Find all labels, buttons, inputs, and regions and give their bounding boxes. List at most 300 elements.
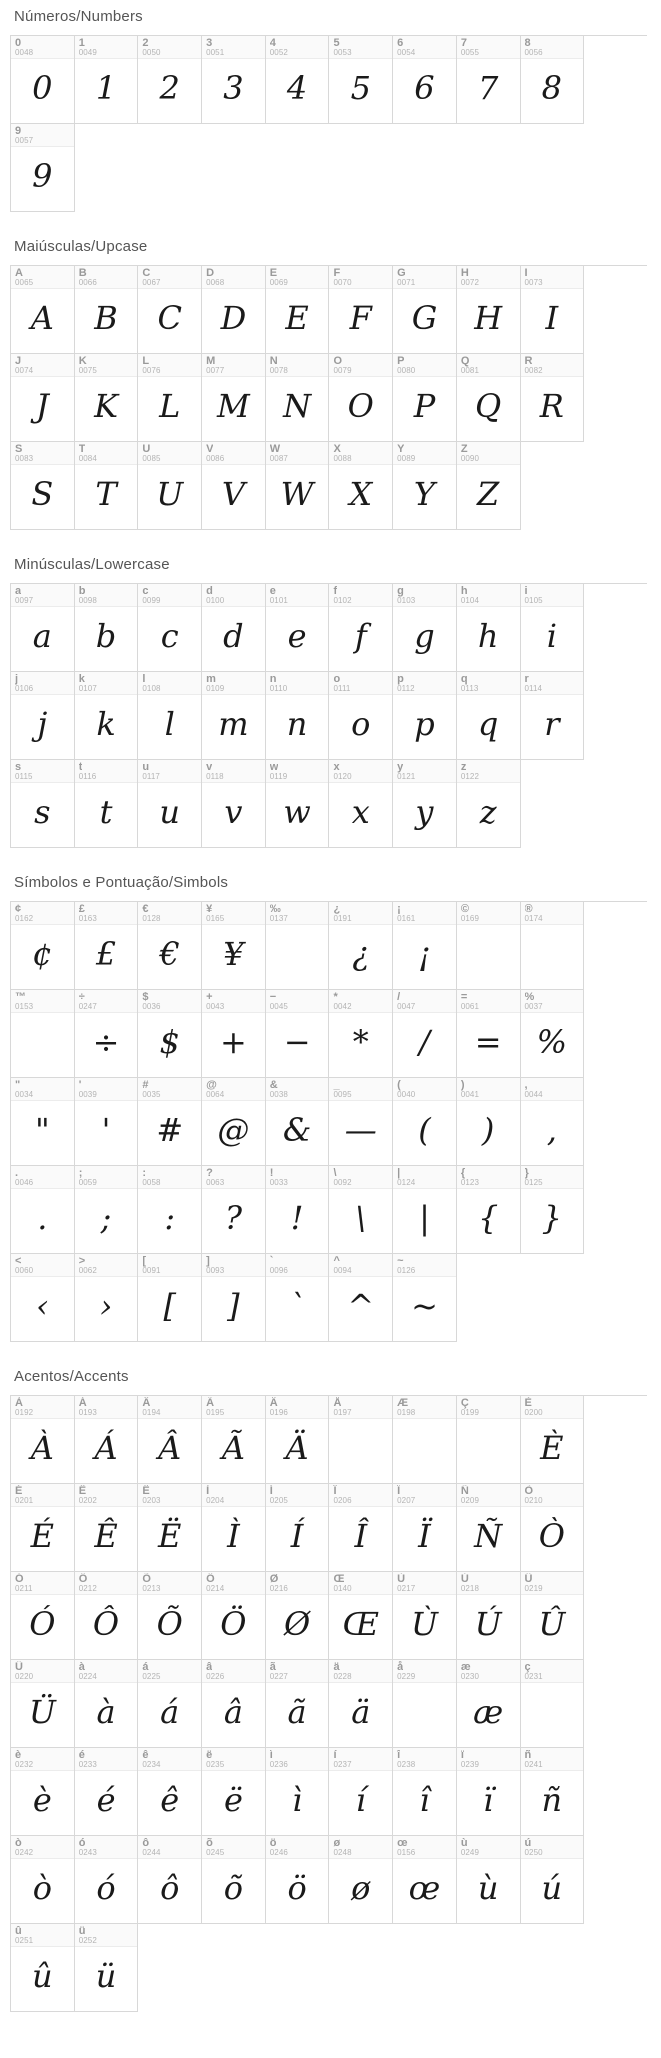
glyph-cell[interactable] [11,902,75,990]
glyph-cell[interactable] [11,990,75,1078]
glyph-preview: Ñ [474,1517,503,1555]
glyph-cell[interactable] [138,1166,202,1254]
glyph-cell-header [521,1078,584,1101]
glyph-preview: [ [163,1287,176,1325]
glyph-cell[interactable] [393,1396,457,1484]
glyph-cell[interactable] [202,1660,266,1748]
glyph-cell[interactable] [266,1660,330,1748]
glyph-code-label: 0080 [397,366,416,375]
glyph-cell[interactable] [75,1254,139,1342]
glyph-cell-header [138,760,201,783]
glyph-cell[interactable] [138,672,202,760]
glyph-cell[interactable] [138,1078,202,1166]
glyph-cell[interactable] [457,442,521,530]
glyph-cell[interactable] [202,672,266,760]
glyph-cell-header [457,672,520,695]
glyph-cell[interactable] [11,584,75,672]
glyph-cell[interactable] [521,1748,585,1836]
glyph-cell[interactable] [202,266,266,354]
glyph-cell[interactable] [521,36,585,124]
glyph-char-label: Ñ [460,1485,469,1497]
glyph-char-label: ì [269,1749,273,1761]
glyph-cell-header [393,584,456,607]
glyph-cell[interactable] [393,1166,457,1254]
glyph-grid [10,265,647,530]
glyph-cell-header [457,1660,520,1683]
glyph-cell[interactable] [393,36,457,124]
glyph-preview: ; [100,1199,112,1237]
glyph-char-label: u [142,761,150,773]
glyph-cell[interactable] [393,1572,457,1660]
glyph-cell-header [457,1166,520,1189]
glyph-cell[interactable] [266,354,330,442]
glyph-preview: s [34,793,51,831]
glyph-cell[interactable] [329,1484,393,1572]
glyph-code-label: 0097 [15,596,34,605]
glyph-code-label: 0065 [15,278,34,287]
glyph-preview: i [546,617,557,655]
glyph-cell[interactable] [393,1078,457,1166]
glyph-cell-header [138,584,201,607]
glyph-cell[interactable] [521,266,585,354]
glyph-cell[interactable] [11,1254,75,1342]
glyph-cell-header [11,1836,74,1859]
glyph-cell[interactable] [11,354,75,442]
glyph-cell-header [521,1166,584,1189]
glyph-cell-header [75,354,138,377]
glyph-code-label: 0062 [78,1266,97,1275]
glyph-cell[interactable] [521,584,585,672]
glyph-cell[interactable] [521,1660,585,1748]
glyph-preview: L [159,387,181,425]
glyph-cell[interactable] [457,36,521,124]
glyph-code-label: 0071 [397,278,416,287]
glyph-char-label: Ø [269,1573,279,1585]
glyph-preview: 2 [159,69,180,107]
glyph-preview: í [355,1781,366,1819]
glyph-cell[interactable] [266,1484,330,1572]
glyph-cell[interactable] [266,1166,330,1254]
glyph-cell[interactable] [521,354,585,442]
glyph-preview: ^ [347,1287,375,1325]
glyph-cell[interactable] [457,266,521,354]
glyph-cell-header [329,36,392,59]
glyph-cell-header [329,902,392,925]
glyph-char-label: œ [397,1837,408,1849]
glyph-cell-header [393,760,456,783]
glyph-char-label: 6 [397,37,404,49]
glyph-cell[interactable] [457,1484,521,1572]
glyph-cell[interactable] [202,1484,266,1572]
glyph-cell[interactable] [329,1748,393,1836]
glyph-cell[interactable] [329,1166,393,1254]
glyph-cell[interactable] [202,1836,266,1924]
glyph-char-label: V [206,443,214,455]
glyph-cell[interactable] [138,1748,202,1836]
glyph-cell[interactable] [329,584,393,672]
glyph-preview: = [474,1023,502,1061]
glyph-cell[interactable] [521,1166,585,1254]
glyph-cell[interactable] [75,1396,139,1484]
glyph-cell-header [266,1254,329,1277]
glyph-cell[interactable] [75,1836,139,1924]
glyph-cell[interactable] [11,1396,75,1484]
glyph-cell-header [138,1748,201,1771]
glyph-cell[interactable] [138,1254,202,1342]
glyph-cell[interactable] [11,1484,75,1572]
glyph-char-label: I [524,267,528,279]
glyph-cell-header [202,1484,265,1507]
glyph-char-label: ù [460,1837,468,1849]
glyph-code-label: 0091 [142,1266,161,1275]
glyph-char-label: k [78,673,85,685]
glyph-preview: ü [95,1957,117,1995]
glyph-char-label: ) [460,1079,465,1091]
glyph-cell[interactable] [457,760,521,848]
glyph-cell[interactable] [75,354,139,442]
glyph-cell[interactable] [75,760,139,848]
glyph-preview: Â [158,1429,182,1467]
glyph-code-label: 0048 [15,48,34,57]
glyph-preview: | [419,1199,430,1237]
glyph-preview: Í [290,1517,304,1555]
glyph-char-label: m [206,673,216,685]
glyph-cell[interactable] [11,1078,75,1166]
glyph-cell[interactable] [329,1078,393,1166]
glyph-code-label: 0045 [269,1002,288,1011]
glyph-cell[interactable] [393,354,457,442]
glyph-cell[interactable] [393,1660,457,1748]
glyph-cell[interactable] [393,266,457,354]
glyph-char-label: − [269,991,277,1003]
glyph-code-label: 0051 [206,48,225,57]
glyph-code-label: 0205 [269,1496,288,1505]
glyph-cell[interactable] [75,1572,139,1660]
glyph-char-label: å [397,1661,404,1673]
glyph-char-label: 2 [142,37,149,49]
glyph-cell[interactable] [202,902,266,990]
glyph-char-label: d [206,585,213,597]
glyph-char-label: ~ [397,1255,404,1267]
glyph-code-label: 0199 [460,1408,480,1417]
glyph-cell[interactable] [329,902,393,990]
glyph-cell[interactable] [393,902,457,990]
glyph-cell[interactable] [329,672,393,760]
glyph-cell-header [202,1748,265,1771]
glyph-cell[interactable] [457,672,521,760]
glyph-cell[interactable] [11,1924,75,2012]
glyph-cell[interactable] [11,1166,75,1254]
glyph-preview: w [283,793,311,831]
glyph-cell-header [202,1660,265,1683]
glyph-cell[interactable] [393,672,457,760]
glyph-preview: ¢ [32,935,53,973]
glyph-char-label: Z [460,443,468,455]
glyph-char-label: @ [206,1079,217,1091]
glyph-preview: , [546,1111,557,1149]
glyph-cell[interactable] [393,1254,457,1342]
glyph-code-label: 0094 [333,1266,352,1275]
glyph-preview [266,925,329,989]
glyph-char-label: Â [142,1397,151,1409]
glyph-cell-header [75,1166,138,1189]
glyph-code-label: 0246 [269,1848,288,1857]
glyph-preview [521,1683,584,1747]
glyph-cell[interactable] [457,902,521,990]
glyph-cell[interactable] [75,1078,139,1166]
glyph-cell[interactable] [329,1660,393,1748]
glyph-cell[interactable] [266,584,330,672]
glyph-cell[interactable] [11,1748,75,1836]
glyph-cell[interactable] [11,1572,75,1660]
glyph-cell-header [266,672,329,695]
glyph-cell[interactable] [11,672,75,760]
glyph-cell[interactable] [75,990,139,1078]
glyph-code-label: 0126 [397,1266,416,1275]
glyph-cell[interactable] [202,354,266,442]
glyph-cell[interactable] [75,442,139,530]
glyph-cell[interactable] [202,1572,266,1660]
glyph-cell-header [329,442,392,465]
glyph-cell[interactable] [11,1660,75,1748]
glyph-cell[interactable] [138,442,202,530]
glyph-preview: E [285,299,309,337]
glyph-cell[interactable] [11,266,75,354]
glyph-cell[interactable] [329,1396,393,1484]
glyph-cell[interactable] [521,672,585,760]
glyph-cell[interactable] [11,1836,75,1924]
glyph-cell[interactable] [138,990,202,1078]
glyph-cell[interactable] [393,1836,457,1924]
glyph-cell[interactable] [75,36,139,124]
glyph-preview: A [30,299,54,337]
glyph-preview: ã [287,1693,307,1731]
glyph-preview: { [477,1199,499,1237]
glyph-cell[interactable] [202,1254,266,1342]
glyph-preview: e [287,617,307,655]
glyph-code-label: 0209 [460,1496,480,1505]
glyph-cell[interactable] [521,1078,585,1166]
glyph-preview: * [352,1023,369,1061]
glyph-cell[interactable] [393,584,457,672]
glyph-char-label: Ö [206,1573,215,1585]
glyph-cell[interactable] [266,442,330,530]
glyph-cell-header [11,1396,74,1419]
glyph-cell[interactable] [457,1396,521,1484]
glyph-char-label: £ [78,903,85,915]
glyph-cell[interactable] [457,1078,521,1166]
glyph-cell[interactable] [75,672,139,760]
glyph-cell[interactable] [266,1748,330,1836]
glyph-char-label: s [15,761,22,773]
glyph-cell[interactable] [138,760,202,848]
glyph-char-label: & [269,1079,278,1091]
glyph-cell[interactable] [75,1924,139,2012]
glyph-code-label: 0060 [15,1266,34,1275]
glyph-cell[interactable] [521,1572,585,1660]
glyph-cell[interactable] [202,442,266,530]
glyph-cell-header [138,36,201,59]
glyph-char-label: Ä [269,1397,278,1409]
glyph-cell-header [138,1484,201,1507]
glyph-cell[interactable] [138,36,202,124]
glyph-cell[interactable] [329,266,393,354]
glyph-cell-header [75,266,138,289]
glyph-cell[interactable] [75,902,139,990]
glyph-preview: l [164,705,175,743]
glyph-code-label: 0072 [460,278,480,287]
glyph-cell[interactable] [329,442,393,530]
glyph-cell[interactable] [393,990,457,1078]
glyph-cell[interactable] [521,902,585,990]
glyph-cell[interactable] [266,672,330,760]
glyph-cell[interactable] [329,1836,393,1924]
glyph-char-label: é [78,1749,85,1761]
glyph-preview: æ [473,1693,504,1731]
section-title: Números/Numbers [14,8,143,25]
glyph-code-label: 0232 [15,1760,34,1769]
glyph-preview: 0 [32,69,53,107]
glyph-cell[interactable] [202,1396,266,1484]
glyph-cell[interactable] [457,1166,521,1254]
glyph-cell[interactable] [266,1572,330,1660]
glyph-cell[interactable] [202,584,266,672]
glyph-cell[interactable] [75,1484,139,1572]
glyph-cell[interactable] [138,266,202,354]
glyph-cell[interactable] [202,36,266,124]
glyph-char-label: " [15,1079,21,1091]
glyph-cell[interactable] [457,584,521,672]
glyph-cell[interactable] [11,124,75,212]
glyph-cell[interactable] [138,354,202,442]
glyph-cell[interactable] [521,1396,585,1484]
glyph-preview: ) [481,1111,495,1149]
glyph-code-label: 0119 [269,772,288,781]
glyph-cell[interactable] [202,1078,266,1166]
glyph-code-label: 0228 [333,1672,352,1681]
glyph-char-label: ô [142,1837,150,1849]
glyph-cell[interactable] [329,1254,393,1342]
glyph-preview: n [286,705,308,743]
glyph-preview: ¥ [223,935,244,973]
glyph-cell[interactable] [138,1484,202,1572]
glyph-cell[interactable] [202,1166,266,1254]
glyph-cell[interactable] [11,760,75,848]
glyph-cell[interactable] [75,1660,139,1748]
glyph-cell-header [11,1254,74,1277]
glyph-cell[interactable] [521,1836,585,1924]
glyph-cell[interactable] [329,1572,393,1660]
glyph-preview: Ú [474,1605,502,1643]
glyph-cell[interactable] [266,990,330,1078]
glyph-cell[interactable] [75,266,139,354]
glyph-preview: \ [355,1199,367,1237]
glyph-cell[interactable] [457,1660,521,1748]
glyph-cell[interactable] [138,902,202,990]
glyph-cell[interactable] [266,760,330,848]
glyph-char-label: _ [333,1079,340,1091]
glyph-cell[interactable] [266,902,330,990]
glyph-preview: Á [94,1429,118,1467]
glyph-cell[interactable] [202,760,266,848]
glyph-cell[interactable] [457,990,521,1078]
glyph-cell[interactable] [266,1396,330,1484]
glyph-cell-header [138,1836,201,1859]
glyph-cell[interactable] [457,1572,521,1660]
glyph-code-label: 0247 [78,1002,97,1011]
glyph-cell[interactable] [457,1748,521,1836]
glyph-code-label: 0128 [142,914,161,923]
glyph-code-label: 0092 [333,1178,352,1187]
glyph-cell[interactable] [138,1660,202,1748]
glyph-preview: % [536,1023,568,1061]
glyph-cell[interactable] [266,1254,330,1342]
glyph-cell[interactable] [266,266,330,354]
glyph-cell[interactable] [329,760,393,848]
glyph-char-label: ] [206,1255,210,1267]
glyph-cell-header [457,1748,520,1771]
glyph-cell-header [393,1484,456,1507]
glyph-code-label: 0033 [269,1178,288,1187]
glyph-cell[interactable] [202,1748,266,1836]
glyph-cell[interactable] [138,1836,202,1924]
glyph-char-label: W [269,443,281,455]
glyph-cell-header [457,1836,520,1859]
glyph-preview [11,1013,74,1077]
glyph-char-label: X [333,443,341,455]
glyph-cell[interactable] [393,1484,457,1572]
glyph-cell[interactable] [457,354,521,442]
glyph-cell[interactable] [521,1484,585,1572]
glyph-code-label: 0039 [78,1090,97,1099]
glyph-cell[interactable] [266,1078,330,1166]
glyph-cell-header [138,1396,201,1419]
glyph-code-label: 0196 [269,1408,288,1417]
glyph-preview: : [164,1199,176,1237]
glyph-cell[interactable] [11,442,75,530]
glyph-cell[interactable] [521,990,585,1078]
glyph-cell[interactable] [138,584,202,672]
glyph-code-label: 0156 [397,1848,416,1857]
glyph-cell[interactable] [11,36,75,124]
glyph-code-label: 0169 [460,914,480,923]
glyph-cell[interactable] [329,990,393,1078]
glyph-cell[interactable] [329,354,393,442]
glyph-cell-header [11,1748,74,1771]
glyph-cell[interactable] [266,1836,330,1924]
glyph-cell[interactable] [393,442,457,530]
glyph-cell-header [138,1078,201,1101]
glyph-char-label: Ì [206,1485,210,1497]
glyph-cell[interactable] [393,1748,457,1836]
glyph-cell[interactable] [75,1166,139,1254]
glyph-char-label: C [142,267,151,279]
glyph-cell[interactable] [457,1836,521,1924]
glyph-cell[interactable] [75,584,139,672]
glyph-preview: ÷ [92,1023,120,1061]
glyph-cell[interactable] [329,36,393,124]
glyph-cell[interactable] [266,36,330,124]
glyph-code-label: 0244 [142,1848,161,1857]
glyph-cell[interactable] [138,1396,202,1484]
glyph-cell[interactable] [202,990,266,1078]
glyph-cell[interactable] [75,1748,139,1836]
glyph-cell[interactable] [393,760,457,848]
glyph-code-label: 0120 [333,772,352,781]
glyph-cell-header [457,1396,520,1419]
glyph-char-label: ã [269,1661,276,1673]
glyph-cell[interactable] [138,1572,202,1660]
